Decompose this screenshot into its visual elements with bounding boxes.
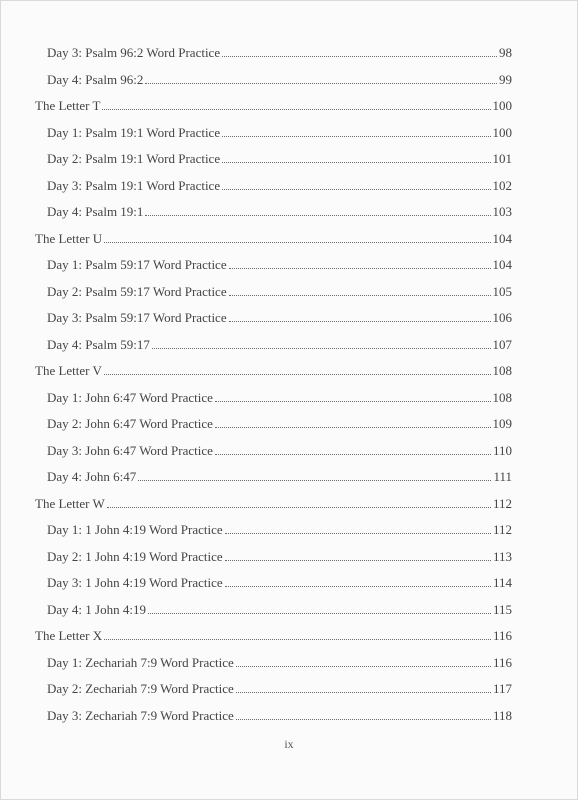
- dot-leader: [145, 83, 497, 84]
- toc-entry-title: Day 3: Zechariah 7:9 Word Practice: [47, 707, 234, 723]
- dot-leader: [152, 348, 491, 349]
- page-number: ix: [284, 737, 294, 751]
- toc-entry-page: 98: [499, 45, 512, 60]
- dot-leader: [215, 454, 491, 455]
- dot-leader: [229, 268, 491, 269]
- toc-entry: [35, 469, 512, 496]
- toc-entry-page: 100: [492, 98, 512, 113]
- toc-entry: [35, 708, 512, 735]
- toc-entry: [35, 602, 512, 629]
- toc-entry-page: 112: [492, 495, 512, 511]
- toc-entry: [35, 45, 512, 72]
- toc-entry-page: 112: [492, 522, 512, 537]
- toc-entry-page: 110: [492, 442, 512, 458]
- toc-entry-page: 117: [492, 681, 512, 696]
- toc-entry-page: 116: [492, 654, 512, 670]
- toc-entry-title: Day 2: Psalm 19:1 Word Practice: [47, 151, 221, 166]
- dot-leader: [148, 613, 491, 614]
- toc-entry-page: 113: [492, 548, 512, 564]
- toc-entry-page: 115: [492, 601, 512, 617]
- toc-entry-title: The Letter U: [35, 230, 103, 246]
- toc-entry-page: 99: [499, 71, 512, 87]
- toc-entry: [35, 257, 512, 284]
- toc-section-entry: [35, 363, 512, 390]
- toc-entry-title: Day 4: John 6:47: [47, 469, 137, 484]
- toc-entry-title: Day 3: 1 John 4:19 Word Practice: [47, 575, 223, 590]
- table-of-contents: [35, 45, 512, 734]
- toc-entry-page: 104: [492, 230, 512, 246]
- toc-entry-page: 106: [492, 310, 512, 325]
- toc-entry-title: Day 2: Zechariah 7:9 Word Practice: [47, 681, 234, 696]
- toc-entry: [35, 125, 512, 152]
- toc-entry-title: Day 3: Psalm 96:2 Word Practice: [47, 45, 221, 60]
- toc-section-entry: [35, 231, 512, 258]
- toc-entry-title: Day 4: Psalm 59:17: [47, 336, 150, 352]
- toc-entry-page: 108: [492, 389, 512, 405]
- toc-entry: [35, 390, 512, 417]
- toc-entry-title: The Letter X: [35, 628, 103, 643]
- toc-entry: [35, 72, 512, 99]
- toc-entry-page: 102: [492, 177, 512, 193]
- dot-leader: [145, 215, 490, 216]
- toc-entry-title: Day 3: Psalm 19:1 Word Practice: [47, 177, 221, 193]
- toc-entry-title: Day 2: John 6:47 Word Practice: [47, 416, 213, 431]
- toc-entry-page: 104: [492, 257, 512, 272]
- toc-entry-title: Day 1: John 6:47 Word Practice: [47, 389, 213, 405]
- toc-entry-title: The Letter W: [35, 495, 105, 511]
- toc-entry-title: Day 2: Psalm 59:17 Word Practice: [47, 283, 227, 299]
- toc-entry-page: 100: [492, 124, 512, 140]
- dot-leader: [222, 189, 490, 190]
- toc-entry-title: The Letter V: [35, 363, 102, 378]
- toc-entry-title: Day 3: Psalm 59:17 Word Practice: [47, 310, 227, 325]
- toc-entry-page: 108: [492, 363, 512, 378]
- toc-entry: [35, 178, 512, 205]
- dot-leader: [215, 401, 491, 402]
- toc-entry: [35, 337, 512, 364]
- toc-entry: [35, 204, 512, 231]
- dot-leader: [107, 507, 491, 508]
- dot-leader: [229, 321, 491, 322]
- toc-entry: [35, 310, 512, 337]
- toc-entry-page: 118: [492, 707, 512, 723]
- toc-entry-page: 116: [492, 628, 512, 643]
- dot-leader: [236, 692, 491, 693]
- toc-entry-title: Day 1: 1 John 4:19 Word Practice: [47, 522, 223, 537]
- toc-entry-page: 107: [492, 336, 512, 352]
- dot-leader: [229, 295, 491, 296]
- toc-entry-page: 101: [492, 151, 512, 166]
- toc-entry: [35, 284, 512, 311]
- toc-entry-page: 111: [493, 469, 512, 484]
- dot-leader: [102, 109, 490, 110]
- dot-leader: [222, 56, 497, 57]
- toc-entry: [35, 655, 512, 682]
- dot-leader: [225, 560, 491, 561]
- toc-entry: [35, 549, 512, 576]
- dot-leader: [215, 427, 491, 428]
- toc-entry: [35, 416, 512, 443]
- dot-leader: [222, 136, 490, 137]
- dot-leader: [222, 162, 490, 163]
- toc-section-entry: [35, 496, 512, 523]
- dot-leader: [104, 242, 490, 243]
- dot-leader: [104, 639, 491, 640]
- toc-section-entry: [35, 98, 512, 125]
- toc-entry-page: 105: [492, 283, 512, 299]
- toc-entry: [35, 443, 512, 470]
- toc-entry-title: The Letter T: [35, 98, 101, 113]
- toc-entry-title: Day 4: 1 John 4:19: [47, 601, 146, 617]
- toc-entry: [35, 575, 512, 602]
- dot-leader: [225, 586, 491, 587]
- toc-entry-title: Day 2: 1 John 4:19 Word Practice: [47, 548, 223, 564]
- toc-section-entry: [35, 628, 512, 655]
- toc-entry-title: Day 1: Psalm 59:17 Word Practice: [47, 257, 227, 272]
- dot-leader: [236, 666, 491, 667]
- dot-leader: [138, 480, 491, 481]
- toc-entry-title: Day 4: Psalm 19:1: [47, 204, 144, 219]
- dot-leader: [225, 533, 491, 534]
- toc-entry-page: 114: [492, 575, 512, 590]
- toc-entry-title: Day 3: John 6:47 Word Practice: [47, 442, 213, 458]
- toc-entry-title: Day 1: Psalm 19:1 Word Practice: [47, 124, 221, 140]
- toc-entry-page: 103: [492, 204, 512, 219]
- dot-leader: [104, 374, 491, 375]
- toc-entry: [35, 681, 512, 708]
- toc-entry: [35, 522, 512, 549]
- dot-leader: [236, 719, 491, 720]
- toc-entry-page: 109: [492, 416, 512, 431]
- toc-entry: [35, 151, 512, 178]
- toc-entry-title: Day 4: Psalm 96:2: [47, 71, 144, 87]
- toc-entry-title: Day 1: Zechariah 7:9 Word Practice: [47, 654, 234, 670]
